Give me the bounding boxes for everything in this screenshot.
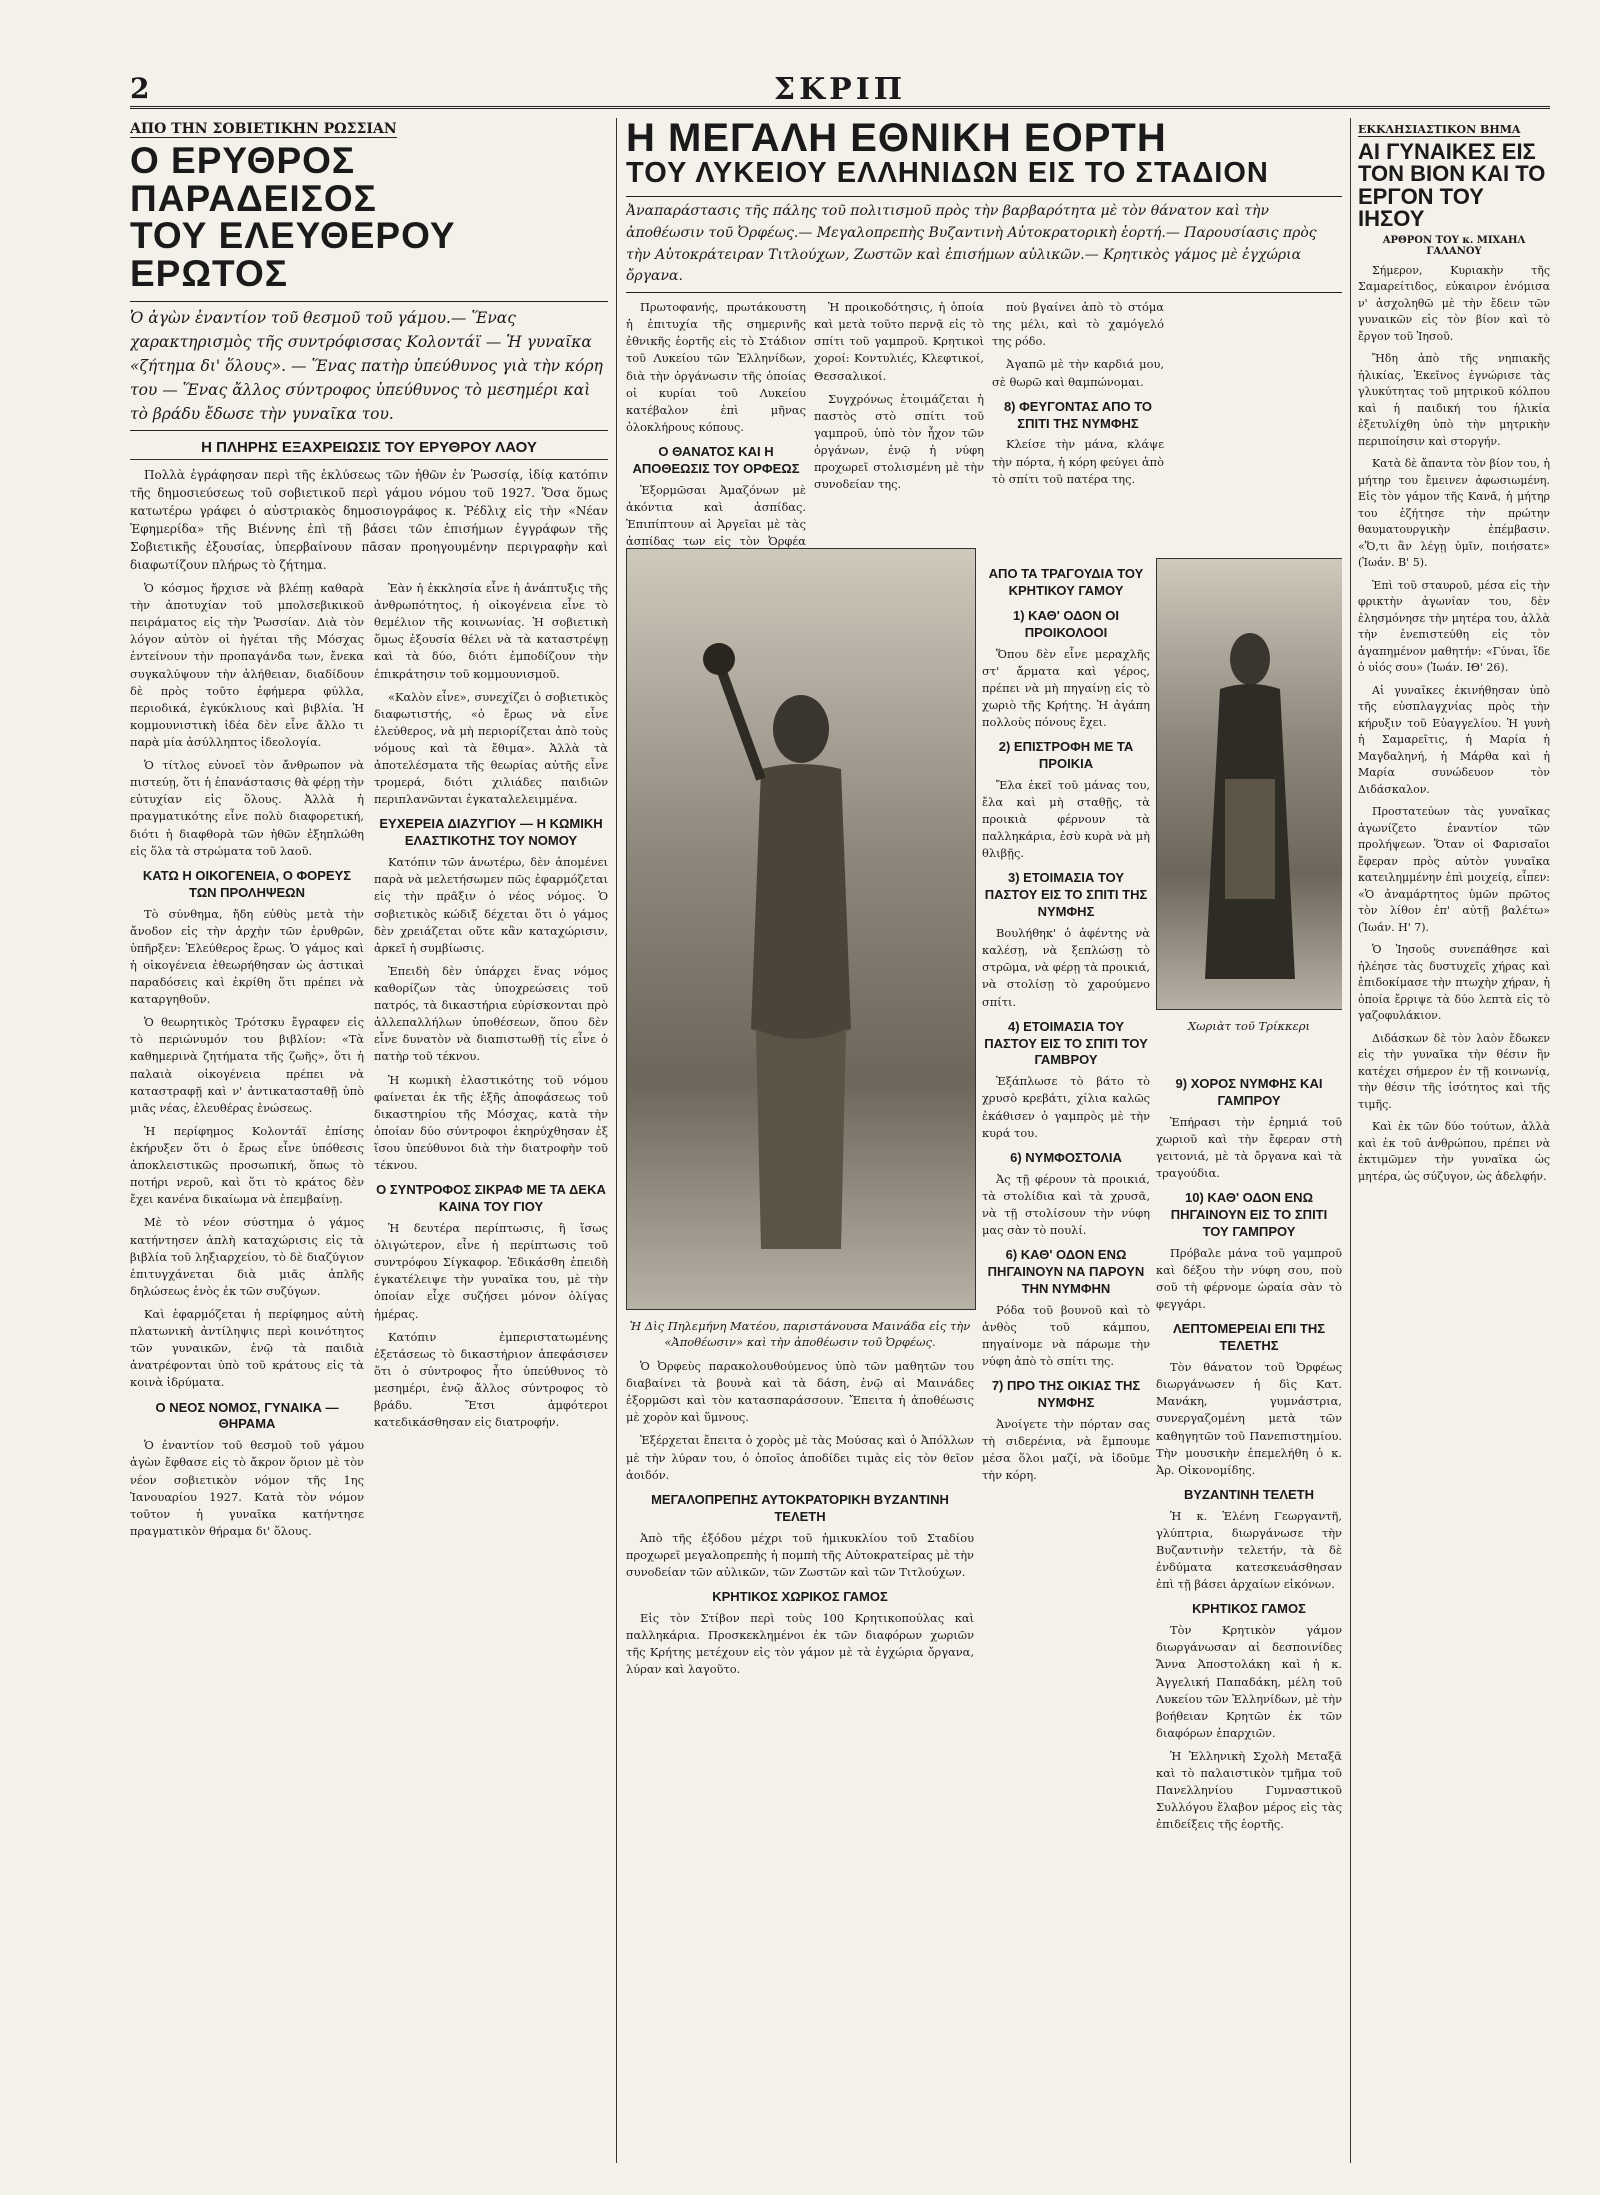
verse: Ἀνοίγετε τὴν πόρταν σας τὴ σιδερένια, νὰ ἔμπουμε μέσα ὅλοι μαζί, νὰ ἰδοῦμε τὴν κόρη. [982, 1416, 1150, 1483]
paragraph: Πολλὰ ἐγράφησαν περὶ τῆς ἐκλύσεως τῶν ἠθῶν ἐν Ῥωσσίᾳ, ἰδίᾳ κατόπιν τῆς δημοσιεύσεως τοῦ σοβιετικοῦ περὶ γάμου νόμου τοῦ 1927. Ὅσα ὅμως κατωτέρω γράφει ὁ αὐστριακὸς δημοσιογράφος κ. Ῥέδλιχ εἰς τὴν «Νέαν Ἐφημερίδα» τῆς Βιέννης ἐπὶ τῇ βάσει τῶν ἐπισήμων ἐγγράφων τῆς Σοβιετικῆς ἐξουσίας, ὑπερβαίνουν πᾶσαν προηγουμένην περιγραφὴν καὶ διαφωτίζουν πλήρως τὸ ζήτημα. [130, 468, 608, 573]
photo-caption: Ἡ Δὶς Πηλεμήνη Ματέου, παριστάνουσα Μαινάδα εἰς τὴν «Ἀποθέωσιν» καὶ τὴν ἀποθέωσιν τοῦ Ὀρφέως. [629, 1319, 971, 1350]
subheading: ΑΠΟ ΤΑ ΤΡΑΓΟΥΔΙΑ ΤΟΥ ΚΡΗΤΙΚΟΥ ΓΑΜΟΥ [988, 566, 1144, 598]
paragraph: Ὁ θεωρητικὸς Τρότσκυ ἔγραφεν εἰς τὸ περιώνυμόν του βιβλίον: «Τὰ καθημερινὰ ζητήματα τῆς ζωῆς», ὅτι ἡ παλαιὰ οἰκογένεια πρέπει νὰ καταστραφῇ καὶ ν' ἀντικατασταθῇ ὑπὸ μιᾶς νέας, ἐλευθέρας ἐνώσεως. [130, 1015, 364, 1115]
paragraph: Προστατεύων τὰς γυναῖκας ἀγωνίζετο ἐναντίον τῶν προλήψεων. Ὅταν οἱ Φαρισαῖοι ἔφεραν πρὸς αὐτὸν γυναῖκα κατειλημμένην ἐπὶ μοιχείᾳ, εἶπεν: «Ὁ ἀναμάρτητος ὑμῶν πρῶτος τὸν λίθον ἐπ' αὐτῇ βαλέτω» (Ἰωάν. Η' 7). [1358, 805, 1550, 934]
subheading: Ο ΝΕΟΣ ΝΟΜΟΣ, ΓΥΝΑΙΚΑ — ΘΗΡΑΜΑ [155, 1399, 339, 1432]
body-column [992, 299, 1164, 573]
subheading: 3) ΕΤΟΙΜΑΣΙΑ ΤΟΥ ΠΑΣΤΟΥ ΕΙΣ ΤΟ ΣΠΙΤΙ ΤΗΣ ΝΥΜΦΗΣ [984, 870, 1148, 920]
deck: Ὁ ἀγὼν ἐναντίον τοῦ θεσμοῦ τοῦ γάμου.— Ἕνας χαρακτηρισμὸς τῆς συντρόφισσας Κολοντάϊ — Ἡ γυναῖκα «ζήτημα δι' ὅλους». — Ἕνας πατὴρ ὑπεύθυνος γιὰ τὴν κόρη του — Ἕνας ἄλλος σύντροφος ὑπεύθυνος τὸ μεσημέρι καὶ τὸ βράδυ ἔδωσε τὴν γυναῖκα του. [130, 301, 608, 431]
deck: Ἀναπαράστασις τῆς πάλης τοῦ πολιτισμοῦ πρὸς τὴν βαρβαρότητα μὲ τὸν θάνατον καὶ τὴν ἀποθέωσιν τοῦ Ὀρφέως.— Μεγαλοπρεπὴς Βυζαντινὴ Αὐτοκρατορικὴ ἑορτή.— Παρουσίασις πρὸς τὴν Αὐτοκράτειραν Τιτλούχων, Ζωστῶν καὶ ἐπισήμων αὐλικῶν.— Κρητικὸς γάμος μὲ ἐγχώρια ὄργανα. [626, 196, 1342, 293]
subheading: 6) ΝΥΜΦΟΣΤΟΛΙΑ [1010, 1149, 1122, 1165]
subheading: 7) ΠΡΟ ΤΗΣ ΟΙΚΙΑΣ ΤΗΣ ΝΥΜΦΗΣ [991, 1378, 1141, 1411]
subheading: ΚΡΗΤΙΚΟΣ ΧΩΡΙΚΟΣ ΓΑΜΟΣ [712, 1588, 888, 1604]
spacer [1172, 299, 1342, 573]
article-women-in-jesus-life [1358, 118, 1550, 2163]
paragraph: Ἡ Ἑλληνικὴ Σχολὴ Μεταξᾶ καὶ τὸ παλαιστικὸν τμῆμα τοῦ Πανελληνίου Γυμναστικοῦ Συλλόγου ἔλαβον μέρος εἰς τὰς ἐπιδείξεις τῆς ἑορτῆς. [1156, 1748, 1342, 1832]
paragraph: Τὸν θάνατον τοῦ Ὀρφέως διωργάνωσεν ἡ δὶς Κατ. Μανάκη, γυμνάστρια, συνεργαζομένη μετὰ τῶν καθηγητῶν τοῦ Πανεπιστημίου. Τὴν μουσικὴν ἐπεμελήθη ὁ κ. Ἀρ. Οἰκονομίδης. [1156, 1360, 1342, 1477]
headline: ΤΟΥ ΕΛΕΥΘΕΡΟΥ ΕΡΩΤΟΣ [130, 215, 456, 295]
paragraph: Ἐπειδὴ δὲν ὑπάρχει ἕνας νόμος καθορίζων τὰς ὑποχρεώσεις τοῦ πατρός, τὰ δικαστήρια εὑρίσκονται πρὸ ἀλλεπαλλήλων ὑποθέσεων, ὅπου δὲν εἶνε δυνατὸν νὰ διαπιστωθῇ τίς εἶνε ὁ πατὴρ τοῦ τέκνου. [374, 963, 608, 1064]
paragraph: Εἰς τὸν Στίβον περὶ τοὺς 100 Κρητικοπούλας καὶ παλληκάρια. Προσκεκλημένοι ἐκ τῶν διαφόρων χωριῶν τῆς Κρήτης μετέχουν εἰς τὸν γάμον μὲ τὰ ἐγχώρια ὄργανα, λύραν καὶ λαγοῦτο. [626, 1610, 974, 1677]
paragraph: Αἱ γυναῖκες ἐκινήθησαν ὑπὸ τῆς εὐσπλαγχνίας πρὸς τὴν κήρυξιν τοῦ Εὐαγγελίου. Ἡ γυνὴ ἡ Σαμαρεῖτις, ἡ Μαρία ἡ Μαγδαληνή, ἡ Μάρθα καὶ ἡ Μαρία συνώδευον τὸν Διδάσκαλον. [1358, 683, 1550, 796]
verse: Ἐξάπλωσε τὸ βάτο τὸ χρυσὸ κρεβάτι, χίλια καλῶς ἐκάθισεν ὁ γαμπρὸς μὲ τὴν κυρά του. [982, 1074, 1150, 1140]
verse: Ἀς τῇ φέρουν τὰ προικιά, τὰ στολίδια καὶ τὰ χρυσᾶ, νὰ τῇ στολίσουν τὴν νύφη μας σὰν τὸ πουλί. [982, 1171, 1150, 1237]
body-column [982, 558, 1150, 1490]
body-column [626, 299, 806, 573]
verse: Βουλήθηκ' ὁ ἀφέντης νὰ καλέσῃ, νὰ ξεπλώσῃ τὸ στρῶμα, νὰ φέρῃ τὰ προικιά, νὰ στολίσῃ τὸ χαρούμενο σπίτι. [982, 926, 1150, 1009]
article-national-festival [626, 118, 1342, 2163]
paragraph: Ἐπὶ τοῦ σταυροῦ, μέσα εἰς τὴν φρικτὴν ἀγωνίαν του, δὲν ἐλησμόνησε τὴν μητέρα του, ἀλλὰ τὴν ἐνεπιστεύθη εἰς τὸν ἀγαπημένον μαθητήν: «Γύναι, ἴδε ὁ υἱός σου» (Ἰωάν. ΙΘ' 26). [1358, 578, 1550, 675]
verse: Ἐπήρασι τὴν ἐρημιά τοῦ χωριοῦ καὶ τὴν ἔφεραν στὴ γειτονιά, μὲ τὰ ὄργανα καὶ τὰ τραγούδια. [1156, 1114, 1342, 1181]
column-rule [616, 118, 617, 2163]
paragraph: Ὁ Ἰησοῦς συνεπάθησε καὶ ἠλέησε τὰς δυστυχεῖς χήρας καὶ ἐπιδοκίμασε τὴν πτωχὴν χήραν, ἡ ὁποία ἔρριψε τὰ δύο λεπτὰ εἰς τὸ γαζοφυλάκιον. [1358, 943, 1550, 1023]
paragraph: Ἡ προικοδότησις, ἡ ὁποία καὶ μετὰ τοῦτο περνᾷ εἰς τὸ σπίτι τοῦ γαμπροῦ. Κρητικοὶ χοροί: Κοντυλιές, Κλεφτικοί, Θεσσαλικοί. [814, 300, 984, 383]
paragraph: Μὲ τὸ νέον σύστημα ὁ γάμος κατήντησεν ἁπλὴ καταχώρισις εἰς τὰ βιβλία τοῦ ληξιαρχείου, τὸ δὲ διαζύγιον ἐπιτυγχάνεται διὰ μιᾶς ἁπλῆς δηλώσεως ἑνὸς ἐκ τῶν συζύγων. [130, 1215, 364, 1298]
paragraph: Καὶ ἐφαρμόζεται ἡ περίφημος αὐτὴ πλατωνικὴ ἀντίληψις περὶ κοινότητος τῶν γυναικῶν, ἐνῷ τὰ παιδιὰ ἀνατρέφονται ὑπὸ τοῦ κράτους εἰς τὰ κοινὰ ἱδρύματα. [130, 1306, 364, 1390]
photo-village-woman [1156, 558, 1342, 1010]
subheading: ΛΕΠΤΟΜΕΡΕΙΑΙ ΕΠΙ ΤΗΣ ΤΕΛΕΤΗΣ [1172, 1321, 1326, 1354]
subheading: 2) ΕΠΙΣΤΡΟΦΗ ΜΕ ΤΑ ΠΡΟΙΚΙΑ [998, 739, 1134, 771]
paragraph: Συγχρόνως ἑτοιμάζεται ἡ παστὸς στὸ σπίτι τοῦ γαμπροῦ, ὑπὸ τὸν ἦχον τῶν ὀργάνων, ἐνῷ ἡ νύφη προχωρεῖ στολισμένη μὲ τὴν συνοδείαν της. [814, 391, 984, 492]
subheading: Ο ΘΑΝΑΤΟΣ ΚΑΙ Η ΑΠΟΘΕΩΣΙΣ ΤΟΥ ΟΡΦΕΩΣ [632, 444, 800, 476]
paragraph: Κατὰ δὲ ἄπαντα τὸν βίον του, ἡ μήτηρ του ἔμεινεν ἀφωσιωμένη. Εἰς τὸν γάμον τῆς Κανᾶ, ἡ μήτηρ του ἐζήτησε τὴν πρώτην θαυματουργικὴν ἐπέμβασιν. «Ὅ,τι ἂν λέγῃ ὑμῖν, ποιήσατε» (Ἰωάν. Β' 5). [1358, 457, 1550, 570]
subheading: Ο ΣΥΝΤΡΟΦΟΣ ΣΙΚΡΑΦ ΜΕ ΤΑ ΔΕΚΑ ΚΑΙΝΑ ΤΟΥ ΓΙΟΥ [376, 1182, 606, 1215]
subheading: ΜΕΓΑΛΟΠΡΕΠΗΣ ΑΥΤΟΚΡΑΤΟΡΙΚΗ ΒΥΖΑΝΤΙΝΗ ΤΕΛΕΤΗ [651, 1491, 949, 1524]
headline: ΤΟΥ ΛΥΚΕΙΟΥ ΕΛΛΗΝΙΔΩΝ ΕΙΣ ΤΟ ΣΤΑΔΙΟΝ [626, 156, 1269, 189]
kicker: ΑΠΟ ΤΗΝ ΣΟΒΙΕΤΙΚΗΝ ΡΩΣΣΙΑΝ [130, 121, 397, 137]
verse: Κλείσε τὴν μάνα, κλάψε τὴν πόρτα, ἡ κόρη φεύγει ἀπὸ τὸ σπίτι τοῦ πατέρα της. [992, 437, 1164, 486]
paragraph: Καὶ ἐκ τῶν δύο τούτων, ἀλλὰ καὶ ἐκ τοῦ ἀνθρώπου, πρέπει νὰ ἐκτιμῶμεν τὴν γυναῖκα ὡς μητέρα, ὡς σύζυγον, ὡς ἀδελφήν. [1358, 1120, 1550, 1183]
headline: ΑΙ ΓΥΝΑΙΚΕΣ ΕΙΣ ΤΟΝ ΒΙΟΝ ΚΑΙ ΤΟ ΕΡΓΟΝ ΤΟΥ ΙΗΣΟΥ [1358, 139, 1546, 232]
page-number: 2 [130, 72, 150, 105]
masthead [130, 72, 1550, 109]
subheading: 10) ΚΑΘ' ΟΔΟΝ ΕΝΩ ΠΗΓΑΙΝΟΥΝ ΕΙΣ ΤΟ ΣΠΙΤΙ ΤΟΥ ΓΑΜΠΡΟΥ [1170, 1190, 1328, 1239]
subheading: ΚΑΤΩ Η ΟΙΚΟΓΕΝΕΙΑ, Ο ΦΟΡΕΥΣ ΤΩΝ ΠΡΟΛΗΨΕΩΝ [142, 867, 352, 900]
subheading: 9) ΧΟΡΟΣ ΝΥΜΦΗΣ ΚΑΙ ΓΑΜΠΡΟΥ [1175, 1076, 1323, 1108]
paragraph: Ἀπὸ τῆς ἐξόδου μέχρι τοῦ ἡμικυκλίου τοῦ Σταδίου προχωρεῖ μεγαλοπρεπὴς ἡ πομπὴ τῆς Αὐτοκρατείρας μὲ τὴν συνοδείαν τῶν αὐλικῶν, τῶν Ζωστῶν καὶ τῶν Τιτλούχων. [626, 1530, 974, 1579]
paragraph: Ἡ περίφημος Κολοντάϊ ἐπίσης ἐκήρυξεν ὅτι ὁ ἔρως εἶνε ὑπόθεσις ἀποκλειστικῶς προσωπική, ὅπως τὸ ποτήρι νεροῦ, καὶ ὅτι τὸ κράτος δὲν ἔχει κανένα δικαίωμα νὰ ἐπεμβαίνῃ. [130, 1123, 364, 1207]
byline: ΑΡΘΡΟΝ ΤΟΥ κ. ΜΙΧΑΗΛ ΓΑΛΑΝΟΥ [1382, 234, 1526, 257]
subheading: ΕΥΧΕΡΕΙΑ ΔΙΑΖΥΓΙΟΥ — Η ΚΩΜΙΚΗ ΕΛΑΣΤΙΚΟΤΗΣ ΤΟΥ ΝΟΜΟΥ [379, 816, 603, 849]
article-red-paradise [130, 118, 608, 2163]
subheading: 6) ΚΑΘ' ΟΔΟΝ ΕΝΩ ΠΗΓΑΙΝΟΥΝ ΝΑ ΠΑΡΟΥΝ ΤΗΝ ΝΥΜΦΗΝ [987, 1247, 1145, 1296]
paragraph: Διδάσκων δὲ τὸν λαὸν ἔδωκεν εἰς τὴν γυναῖκα τὴν θέσιν ἣν κατέχει σήμερον ἐν τῇ κοινωνίᾳ, τὴν θέσιν τῆς ἰσότητος καὶ τῆς τιμῆς. [1358, 1031, 1550, 1111]
subhead: Η ΠΛΗΡΗΣ ΕΞΑΧΡΕΙΩΣΙΣ ΤΟΥ ΕΡΥΘΡΟΥ ΛΑΟΥ [130, 439, 608, 460]
paragraph: Κατόπιν ἐμπεριστατωμένης ἐξετάσεως τὸ δικαστήριον ἀπεφάσισεν ὅτι ὁ σύντροφος ἦτο ὑπεύθυνος τὸ μεσημέρι, ἐνῷ ἄλλος σύντροφος τὸ βράδυ. Ἔτσι ἀμφότεροι κατεδικάσθησαν εἰς διατροφήν. [374, 1329, 608, 1430]
subheading: 4) ΕΤΟΙΜΑΣΙΑ ΤΟΥ ΠΑΣΤΟΥ ΕΙΣ ΤΟ ΣΠΙΤΙ ΤΟΥ ΓΑΜΒΡΟΥ [984, 1018, 1148, 1068]
column-rule [1350, 118, 1351, 2163]
paragraph: Ἐξέρχεται ἔπειτα ὁ χορὸς μὲ τὰς Μούσας καὶ ὁ Ἀπόλλων μὲ τὴν λύραν του, ὁ ὁποῖος ἀποδίδει τιμὰς εἰς τὸν θεῖον ἀοιδόν. [626, 1433, 974, 1482]
paragraph: Ὁ ἐναντίον τοῦ θεσμοῦ τοῦ γάμου ἀγὼν ἔφθασε εἰς τὸ ἄκρον ὅριον μὲ τὸν νέον σοβιετικὸν νόμον τῆς 1ης Ἰανουαρίου 1927. Κατὰ τὸν νόμον τοῦτον ἡ γυναῖκα κατήντησε πραγματικὸν θήραμα δι' ὅλους. [130, 1438, 364, 1538]
body-column [626, 1358, 974, 1684]
subheading: 8) ΦΕΥΓΟΝΤΑΣ ΑΠΟ ΤΟ ΣΠΙΤΙ ΤΗΣ ΝΥΜΦΗΣ [1003, 398, 1153, 431]
subheading: 1) ΚΑΘ' ΟΔΟΝ ΟΙ ΠΡΟΙΚΟΛΟΟΙ [1012, 607, 1119, 640]
woman-figure-icon [1190, 599, 1310, 999]
paragraph: Σήμερον, Κυριακὴν τῆς Σαμαρείτιδος, εὐκαιρον ἐνόμισα ν' ἀσχοληθῶ μὲ τὴν ἔδειν τῶν γυναικῶν εἰς τὸν βίον καὶ τὸ ἔργον τοῦ Ἰησοῦ. [1358, 263, 1550, 343]
kicker: ΕΚΚΛΗΣΙΑΣΤΙΚΟΝ ΒΗΜΑ [1358, 123, 1521, 136]
subheading: ΚΡΗΤΙΚΟΣ ΓΑΜΟΣ [1192, 1601, 1306, 1617]
paragraph: ποὺ βγαίνει ἀπὸ τὸ στόμα της μέλι, καὶ τὸ χαμόγελό της ρόδο. [992, 300, 1164, 349]
paragraph: Τὸν Κρητικὸν γάμον διωργάνωσαν αἱ δεσποινίδες Ἄννα Ἀποστολάκη καὶ ἡ κ. Ἀγγελική Παπαδάκη, μέλη τοῦ Λυκείου τῶν Ἑλληνίδων, μὲ τὴν βοήθειαν Κρητῶν ἐκ τῶν διαφόρων ἐπαρχιῶν. [1156, 1623, 1342, 1740]
body-column [814, 299, 984, 573]
verse: Ἔλα ἐκεῖ τοῦ μάνας του, ἔλα καὶ μὴ σταθῇς, τὰ προικιὰ φέρνουν τὰ παλληκάρια, ἐσὺ κυρὰ νὰ μὴ θλιβῇς. [982, 777, 1150, 861]
paragraph: Ὁ κόσμος ἤρχισε νὰ βλέπῃ καθαρὰ τὴν ἀποτυχίαν τοῦ μπολσεβικικοῦ πειράματος εἰς τὴν Ῥωσσίαν. Διὰ τὸν λόγον αὐτὸν οἱ ἠγέται τῆς Μόσχας ἐντείνουν τὴν προπαγάνδα των, ἔνεκα συγκαλύψουν τὴν ἀλήθειαν, διαδίδουν δὲ πρὸς τοῦτο ἐφήμερα φύλλα, περιοδικά, ἐγκύκλιους καὶ βιβλία. Ἡ κομμουνιστικὴ ἰδέα δὲν εἶνε ἄλλο τι παρὰ μία ἀσύλληπτος ἰδεολογία. [130, 581, 364, 749]
photo-maenad [626, 548, 976, 1310]
paragraph: Ἡ κ. Ἑλένη Γεωργαντῆ, γλύπτρια, διωργάνωσε τὴν Βυζαντινὴν τελετήν, τὰ δὲ ἐνδύματα κατεσκευάσθησαν ἐπὶ τῇ βάσει ἀρχαίων εἰκόνων. [1156, 1508, 1342, 1592]
headline: Η ΜΕΓΑΛΗ ΕΘΝΙΚΗ ΕΟΡΤΗ [626, 118, 1167, 160]
body-column [374, 580, 608, 1546]
paragraph: «Καλὸν εἶνε», συνεχίζει ὁ σοβιετικὸς διαφωτιστής, «ὁ ἔρως νὰ εἶνε ἐλεύθερος, νὰ μὴ περιορίζεται ἀπὸ τοὺς νόμους καὶ τὰ ἔθιμα». Ἀλλὰ τὰ ἀποτελέσματα τῆς θεωρίας αὐτῆς εἶνε τρομερά, διότι χιλιάδες παιδιῶν περιπλανῶνται ἐγκαταλελειμμένα. [374, 689, 608, 807]
paragraph: Πρωτοφανής, πρωτάκουστη ἡ ἐπιτυχία τῆς σημερινῆς ἐθνικῆς ἑορτῆς εἰς τὸ Στάδιον τοῦ Λυκείου τῶν Ἑλληνίδων, διὰ τὴν ὀργάνωσιν τῆς ὁποίας οἱ κυρίαι τοῦ Λυκείου κατέβαλον ἐπὶ μῆνας ὁλοκλήρους κόπους. [626, 300, 806, 434]
paragraph: Ἡ δευτέρα περίπτωσις, ἣ ἴσως ὁλιγώτερον, εἶνε ἡ περίπτωσις τοῦ συντρόφου Σίγκαφορ. Ἐδικάσθη ἐπειδὴ ἐγκατέλειψε τὴν γυναῖκα του, μὲ τὴν ὁποίαν εἶχε συζήσει μόνον ὀλίγας ἡμέρας. [374, 1220, 608, 1321]
paragraph: Ἐξορμῶσαι Ἀμαζόνων μὲ ἀκόντια καὶ ἀσπίδας. Ἐπιπίπτουν αἱ Ἀργεῖαι μὲ τὰς ἀσπίδας των εἰς τὸν Ὀρφέα [626, 482, 806, 549]
headline: Ο ΕΡΥΘΡΟΣ ΠΑΡΑΔΕΙΣΟΣ [130, 140, 377, 219]
paragraph: Κατόπιν τῶν ἀνωτέρω, δὲν ἀπομένει παρὰ νὰ μελετήσωμεν πῶς ἐφαρμόζεται εἰς τὴν πρᾶξιν ὁ νέος νόμος. Ὁ σοβιετικὸς κώδιξ δέχεται ὅτι ὁ γάμος δὲν χρειάζεται οὔτε κἂν καταχώρισιν, ἀρκεῖ ἡ συμβίωσις. [374, 855, 608, 955]
body-column [1358, 263, 1550, 1186]
verse: Ρόδα τοῦ βουνοῦ καὶ τὸ ἀνθὸς τοῦ κάμπου, πηγαίνομε νὰ πάρωμε τὴν νύφη ἀπὸ τὸ σπίτι της. [982, 1302, 1150, 1369]
newspaper-title: ΣΚΡΙΠ [773, 72, 907, 107]
verse: Πρόβαλε μάνα τοῦ γαμπροῦ καὶ δέξου τὴν νύφη σου, ποὺ σοῦ τὴ φέρνομε ὡραία σὰν τὸ φεγγάρι. [1156, 1245, 1342, 1312]
photo-caption: Χωριὰτ τοῦ Τρίκκερι [1187, 1019, 1310, 1033]
body-column [130, 580, 364, 1546]
paragraph: Ἡ κωμικὴ ἐλαστικότης τοῦ νόμου φαίνεται ἐκ τῆς ἑξῆς ἀποφάσεως τοῦ δικαστηρίου τῆς Μόσχας, κατὰ τὴν ὁποίαν δύο σύντροφοι ἐκηρύχθησαν ἐξ ἴσου ὑπεύθυνοι διὰ τὴν διατροφὴν τοῦ τέκνου. [374, 1072, 608, 1173]
center-columns [626, 299, 1342, 573]
verse: Ὅπου δὲν εἶνε μεραχλῆς στ' ἄρματα καὶ γέρος, πρέπει νὰ μὴ πηγαίνῃ εἰς τὸ χωριὸ τῆς Κρήτης. Ἡ ἀγάπη πολλοὺς πόνους ἔχει. [982, 646, 1150, 729]
paragraph: Ὁ Ὀρφεὺς παρακολουθούμενος ὑπὸ τῶν μαθητῶν του διαβαίνει τὰ βουνὰ καὶ τὰ δάση, ἐνῷ αἱ Μαινάδες ἐξορμῶσι καὶ τὸν κατασπαράσσουν. Ἔπειτα ἡ ἀποθέωσις μὲ χορὸν καὶ ὕμνους. [626, 1359, 974, 1425]
intro [130, 466, 608, 574]
paragraph: Ἐὰν ἡ ἐκκλησία εἶνε ἡ ἀνάπτυξις τῆς ἀνθρωπότητος, ἡ οἰκογένεια εἶνε τὸ θεμέλιον τῆς κοινωνίας. Ἡ σοβιετικὴ ὅμως ἐξουσία θέλει νὰ τὰ καταστρέψῃ καὶ τὰ δύο, διότι ἐμποδίζουν τὴν ἐπικράτησιν τοῦ κομμουνισμοῦ. [374, 581, 608, 681]
two-column-body [130, 580, 608, 1546]
paragraph: Ὁ τίτλος εὐνοεῖ τὸν ἄνθρωπον νὰ πιστεύῃ, ὅτι ἡ ἐπανάστασις θὰ φέρῃ τὴν εὐτυχίαν εἰς ὅλους. Ἀλλὰ ἡ πραγματικότης εἶνε πολὺ διαφορετική, διότι ἡ διαφθορὰ τῶν ἠθῶν ἐξηπλώθη εἰς ὅλα τὰ στρώματα τοῦ λαοῦ. [130, 758, 364, 858]
subheading: ΒΥΖΑΝΤΙΝΗ ΤΕΛΕΤΗ [1184, 1486, 1314, 1502]
verse: Ἀγαπῶ μὲ τὴν καρδιά μου, σὲ θωρῶ καὶ θαμπώνομαι. [992, 357, 1164, 389]
dancer-figure-icon [701, 609, 901, 1289]
paragraph: Τὸ σύνθημα, ἤδη εὐθὺς μετὰ τὴν ἄνοδον εἰς τὴν ἀρχὴν τῶν ἐρυθρῶν, ὑπῆρξεν: Ἐλεύθερος ἔρως. Ὁ γάμος καὶ ἡ οἰκογένεια ἐθεωρήθησαν ὡς ἀστικαὶ παραδόσεις καὶ ἐκρίθη ὅτι πρέπει νὰ καταργηθοῦν. [130, 906, 364, 1007]
paragraph: Ἤδη ἀπὸ τῆς νηπιακῆς ἡλικίας, Ἐκεῖνος ἐγνώρισε τὰς γλυκύτητας τοῦ μητρικοῦ κόλπου καὶ ἡ παιδική του ἡλικία ἐξετυλίχθη ὑπὸ τὴν μητρικὴν περιποίησιν καὶ στοργήν. [1358, 352, 1550, 448]
body-column [1156, 1068, 1342, 1840]
